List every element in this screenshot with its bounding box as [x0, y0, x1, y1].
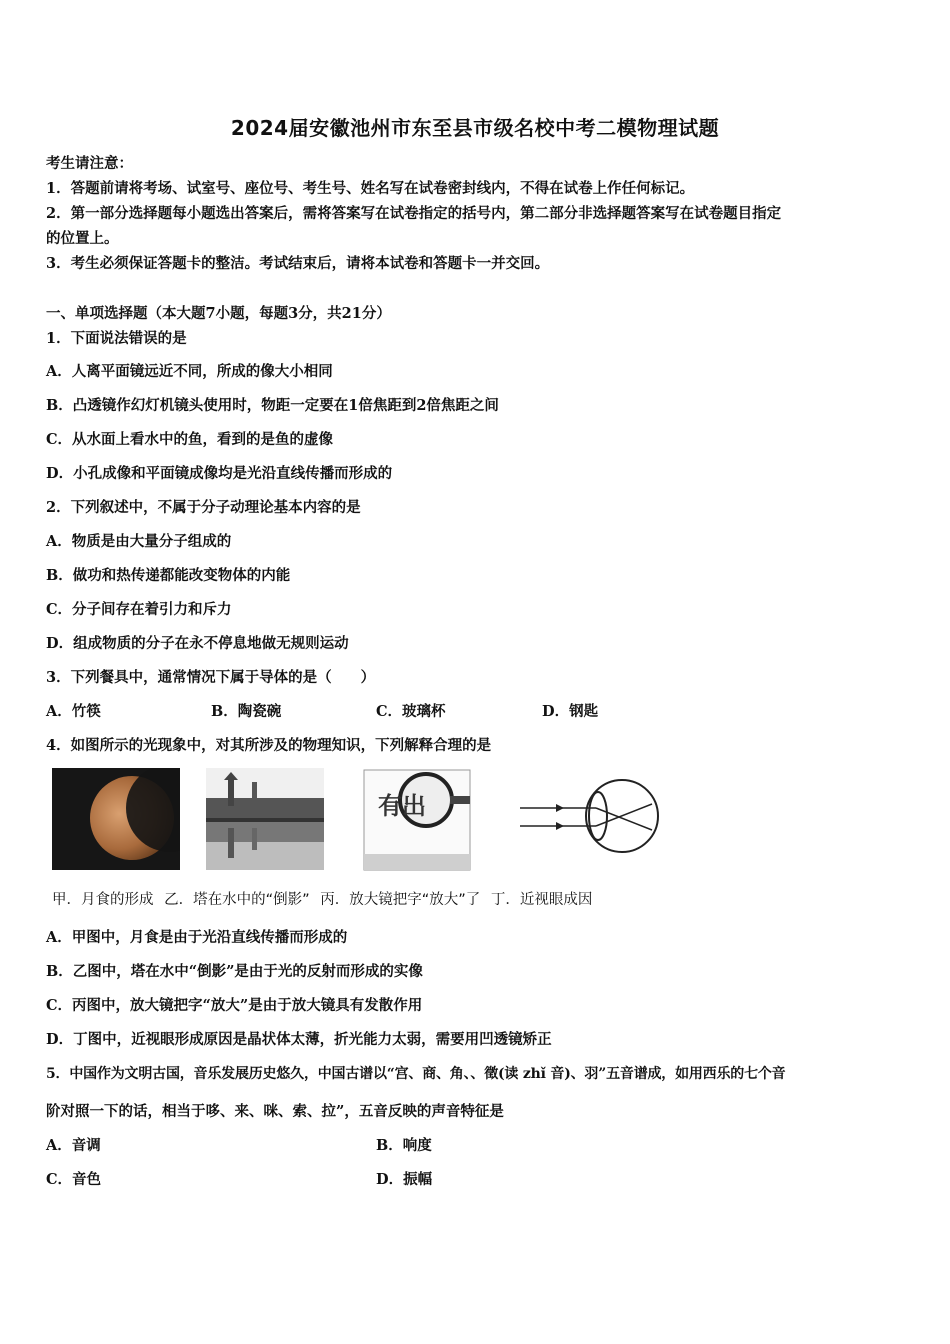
notice-item-1: 1．答题前请将考场、试室号、座位号、考生号、姓名写在试卷密封线内，不得在试卷上作任何标记。	[46, 180, 695, 197]
q5-stem-line2: 阶对照一下的话，相当于哆、来、咪、索、拉”，五音反映的声音特征是	[46, 1103, 504, 1120]
q4-option-a: A．甲图中，月食是由于光沿直线传播而形成的	[46, 929, 348, 946]
figure-captions	[52, 888, 598, 909]
moon-eclipse-image	[52, 768, 180, 870]
q2-option-c: C．分子间存在着引力和斥力	[46, 601, 232, 618]
q5-option-d: D．振幅	[376, 1171, 433, 1188]
q5-option-b: B．响度	[376, 1137, 432, 1154]
page-title: 2024届安徽池州市东至县市级名校中考二模物理试题	[230, 116, 720, 140]
q2-option-d: D．组成物质的分子在永不停息地做无规则运动	[46, 635, 349, 652]
caption-bing: 丙．放大镜把字“放大”了	[320, 892, 481, 908]
q4-stem: 4．如图所示的光现象中，对其所涉及的物理知识，下列解释合理的是	[46, 737, 492, 754]
notice-heading: 考生请注意：	[46, 155, 133, 172]
q5-option-c: C．音色	[46, 1171, 102, 1188]
q3-option-d: D．钢匙	[542, 703, 599, 720]
caption-ding: 丁．近视眼成因	[490, 892, 593, 908]
notice-item-2: 2．第一部分选择题每小题选出答案后，需将答案写在试卷指定的括号内，第二部分非选择题答案写在试卷题目指定	[46, 205, 782, 222]
q3-option-a: A．竹筷	[46, 703, 101, 720]
q4-option-d: D．丁图中，近视眼形成原因是晶状体太薄，折光能力太弱，需要用凹透镜矫正	[46, 1031, 552, 1048]
caption-jia: 甲．月食的形成	[52, 892, 154, 908]
notice-item-3: 3．考生必须保证答题卡的整洁。考试结束后，请将本试卷和答题卡一并交回。	[46, 255, 550, 272]
figure-myopia-eye	[520, 768, 662, 864]
q2-option-a: A．物质是由大量分子组成的	[46, 533, 232, 550]
q1-stem: 1．下面说法错误的是	[46, 330, 187, 347]
q1-option-d: D．小孔成像和平面镜成像均是光沿直线传播而形成的	[46, 465, 393, 482]
pagoda-image	[206, 768, 324, 870]
q1-option-a: A．人离平面镜远近不同，所成的像大小相同	[46, 363, 333, 380]
q5-stem-line1: 5．中国作为文明古国，音乐发展历史悠久，中国古谱以“宫、商、角、、徵(读 zhǐ 音)、羽”五音谱成，如用西乐的七个音	[46, 1066, 786, 1082]
magnifier-text: 有出	[378, 791, 426, 820]
q1-option-c: C．从水面上看水中的鱼，看到的是鱼的虚像	[46, 431, 334, 448]
q2-option-b: B．做功和热传递都能改变物体的内能	[46, 567, 291, 584]
caption-yi: 乙．塔在水中的“倒影”	[164, 892, 310, 908]
q3-option-b: B．陶瓷碗	[211, 703, 282, 720]
notice-item-2-cont: 的位置上。	[46, 230, 119, 247]
q3-stem: 3．下列餐具中，通常情况下属于导体的是（ ）	[46, 669, 376, 686]
q2-stem: 2．下列叙述中，不属于分子动理论基本内容的是	[46, 499, 361, 516]
figure-pagoda-reflection	[206, 768, 324, 870]
q4-option-c: C．丙图中，放大镜把字“放大”是由于放大镜具有发散作用	[46, 997, 423, 1014]
section-heading: 一、单项选择题（本大题7小题，每题3分，共21分）	[46, 305, 391, 322]
eye-diagram	[520, 768, 662, 864]
figure-lunar-eclipse	[52, 768, 180, 870]
q1-option-b: B．凸透镜作幻灯机镜头使用时，物距一定要在1倍焦距到2倍焦距之间	[46, 397, 499, 414]
figure-magnifier	[362, 768, 472, 872]
q3-option-c: C．玻璃杯	[376, 703, 446, 720]
q5-option-a: A．音调	[46, 1137, 101, 1154]
q4-option-b: B．乙图中，塔在水中“倒影”是由于光的反射而形成的实像	[46, 963, 423, 980]
